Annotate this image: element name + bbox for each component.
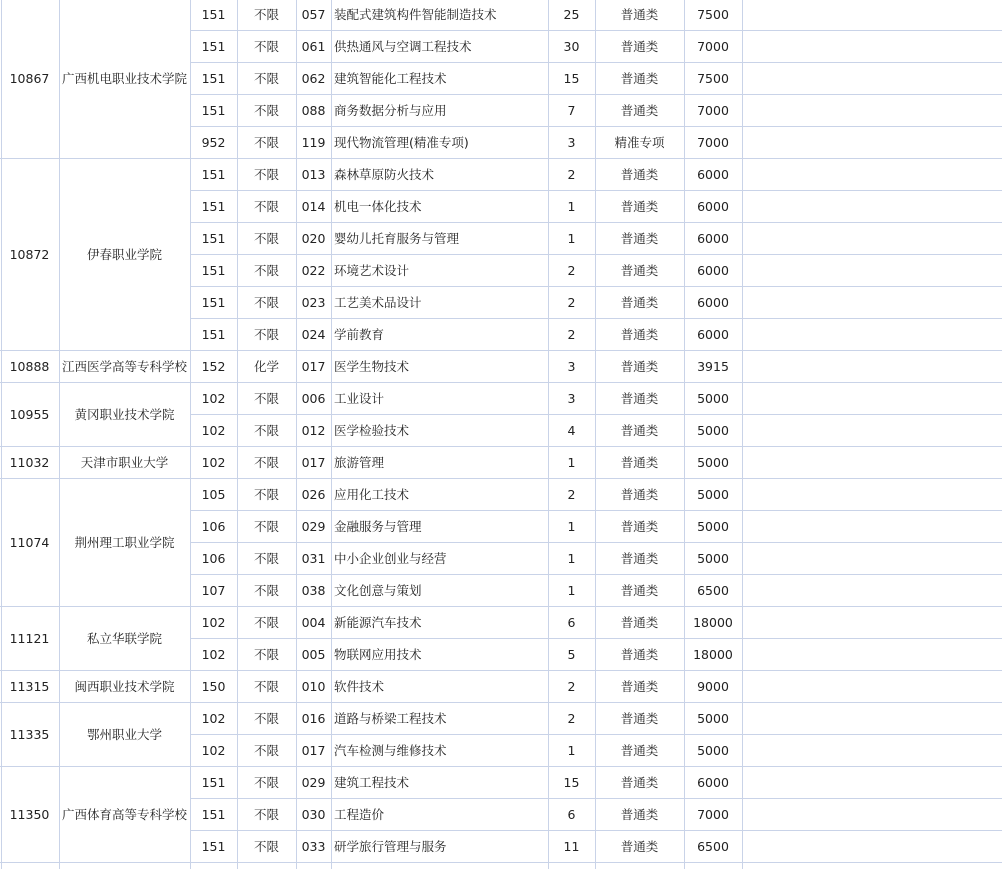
group-code-cell: 150 [201, 678, 226, 694]
major-code-cell: 038 [301, 582, 326, 598]
tuition-cell: 5000 [697, 422, 729, 438]
plan-type-cell: 普通类 [620, 487, 659, 502]
tuition-cell: 7000 [697, 806, 729, 822]
empty-cell [742, 510, 1002, 542]
major-code-cell: 006 [301, 390, 326, 406]
column-divider [296, 0, 297, 869]
plan-type-cell: 普通类 [620, 807, 659, 822]
group-code-cell: 106 [201, 518, 226, 534]
major-name-cell: 应用化工技术 [334, 487, 410, 502]
school-code-cell: 11335 [9, 726, 50, 742]
major-code-cell: 062 [301, 70, 326, 86]
empty-cell [742, 126, 1002, 158]
subject-req-cell: 不限 [253, 551, 279, 566]
group-code-cell: 151 [201, 326, 226, 342]
empty-cell [742, 190, 1002, 222]
plan-count-cell: 5 [567, 646, 576, 662]
tuition-cell: 7500 [697, 6, 729, 22]
empty-cell [742, 286, 1002, 318]
plan-type-cell: 普通类 [620, 263, 659, 278]
plan-count-cell: 2 [567, 262, 576, 278]
group-code-cell: 151 [201, 838, 226, 854]
major-code-cell: 016 [301, 710, 326, 726]
row-divider [190, 30, 1002, 31]
group-code-cell: 151 [201, 166, 226, 182]
group-code-cell: 151 [201, 102, 226, 118]
column-divider [595, 0, 596, 869]
empty-cell [742, 350, 1002, 382]
plan-count-cell: 11 [563, 838, 580, 854]
group-code-cell: 102 [201, 646, 226, 662]
empty-cell [742, 318, 1002, 350]
subject-req-cell: 不限 [253, 103, 279, 118]
major-name-cell: 旅游管理 [334, 455, 385, 470]
group-code-cell: 151 [201, 806, 226, 822]
tuition-cell: 3915 [697, 358, 729, 374]
row-divider [190, 638, 1002, 639]
school-name-cell: 广西体育高等专科学校 [61, 807, 187, 822]
row-divider [190, 542, 1002, 543]
major-name-cell: 工程造价 [334, 807, 385, 822]
plan-type-cell: 普通类 [620, 583, 659, 598]
plan-type-cell: 普通类 [620, 167, 659, 182]
plan-type-cell: 普通类 [620, 647, 659, 662]
tuition-cell: 6500 [697, 838, 729, 854]
plan-count-cell: 2 [567, 678, 576, 694]
subject-req-cell: 不限 [253, 391, 279, 406]
major-name-cell: 商务数据分析与应用 [334, 103, 447, 118]
group-code-cell: 102 [201, 742, 226, 758]
major-name-cell: 软件技术 [334, 679, 385, 694]
row-divider [0, 382, 1002, 383]
subject-req-cell: 不限 [253, 71, 279, 86]
major-code-cell: 024 [301, 326, 326, 342]
major-code-cell: 022 [301, 262, 326, 278]
major-name-cell: 学前教育 [334, 327, 385, 342]
plan-count-cell: 1 [567, 742, 576, 758]
plan-type-cell: 普通类 [620, 775, 659, 790]
empty-cell [742, 158, 1002, 190]
plan-type-cell: 普通类 [620, 455, 659, 470]
plan-count-cell: 2 [567, 710, 576, 726]
row-divider [0, 862, 1002, 863]
row-divider [190, 318, 1002, 319]
major-name-cell: 道路与桥梁工程技术 [334, 711, 447, 726]
plan-count-cell: 1 [567, 518, 576, 534]
subject-req-cell: 不限 [253, 263, 279, 278]
tuition-cell: 6000 [697, 294, 729, 310]
group-code-cell: 102 [201, 422, 226, 438]
empty-cell [742, 766, 1002, 798]
school-name-cell: 私立华联学院 [86, 631, 162, 646]
tuition-cell: 7500 [697, 70, 729, 86]
plan-type-cell: 普通类 [620, 359, 659, 374]
row-divider [190, 414, 1002, 415]
group-code-cell: 152 [201, 358, 226, 374]
plan-type-cell: 普通类 [620, 103, 659, 118]
group-code-cell: 102 [201, 710, 226, 726]
plan-count-cell: 2 [567, 294, 576, 310]
school-name-cell: 江西医学高等专科学校 [61, 359, 187, 374]
tuition-cell: 6000 [697, 774, 729, 790]
group-code-cell: 151 [201, 294, 226, 310]
plan-type-cell: 普通类 [620, 327, 659, 342]
row-divider [190, 94, 1002, 95]
tuition-cell: 5000 [697, 390, 729, 406]
row-divider [0, 606, 1002, 607]
plan-type-cell: 普通类 [620, 551, 659, 566]
major-code-cell: 033 [301, 838, 326, 854]
plan-count-cell: 3 [567, 134, 576, 150]
subject-req-cell: 不限 [253, 615, 279, 630]
major-code-cell: 031 [301, 550, 326, 566]
plan-count-cell: 6 [567, 614, 576, 630]
group-code-cell: 102 [201, 390, 226, 406]
group-code-cell: 151 [201, 6, 226, 22]
major-name-cell: 汽车检测与维修技术 [334, 743, 447, 758]
major-code-cell: 023 [301, 294, 326, 310]
group-code-cell: 107 [201, 582, 226, 598]
group-code-cell: 151 [201, 70, 226, 86]
subject-req-cell: 不限 [253, 519, 279, 534]
major-name-cell: 森林草原防火技术 [334, 167, 435, 182]
tuition-cell: 6000 [697, 262, 729, 278]
plan-count-cell: 2 [567, 326, 576, 342]
school-name-cell: 天津市职业大学 [80, 455, 169, 470]
plan-type-cell: 普通类 [620, 519, 659, 534]
plan-type-cell: 精准专项 [614, 135, 665, 150]
major-code-cell: 057 [301, 6, 326, 22]
subject-req-cell: 不限 [253, 327, 279, 342]
subject-req-cell: 不限 [253, 807, 279, 822]
major-name-cell: 婴幼儿托育服务与管理 [334, 231, 460, 246]
group-code-cell: 151 [201, 774, 226, 790]
row-divider [190, 62, 1002, 63]
column-divider [548, 0, 549, 869]
major-code-cell: 029 [301, 518, 326, 534]
major-code-cell: 026 [301, 486, 326, 502]
row-divider [190, 830, 1002, 831]
school-code-cell: 10888 [9, 358, 50, 374]
subject-req-cell: 不限 [253, 7, 279, 22]
empty-cell [742, 638, 1002, 670]
plan-type-cell: 普通类 [620, 679, 659, 694]
plan-type-cell: 普通类 [620, 839, 659, 854]
subject-req-cell: 不限 [253, 423, 279, 438]
row-divider [0, 158, 1002, 159]
major-code-cell: 017 [301, 454, 326, 470]
major-name-cell: 装配式建筑构件智能制造技术 [334, 7, 497, 22]
plan-count-cell: 6 [567, 806, 576, 822]
plan-count-cell: 25 [563, 6, 580, 22]
major-name-cell: 现代物流管理(精准专项) [334, 135, 469, 150]
plan-count-cell: 4 [567, 422, 576, 438]
tuition-cell: 7000 [697, 38, 729, 54]
tuition-cell: 6000 [697, 326, 729, 342]
school-code-cell: 11121 [9, 630, 50, 646]
subject-req-cell: 不限 [253, 199, 279, 214]
group-code-cell: 151 [201, 38, 226, 54]
school-code-cell: 11315 [9, 678, 50, 694]
plan-type-cell: 普通类 [620, 391, 659, 406]
row-divider [0, 766, 1002, 767]
plan-count-cell: 2 [567, 486, 576, 502]
major-name-cell: 机电一体化技术 [334, 199, 422, 214]
column-divider [59, 0, 60, 869]
plan-count-cell: 1 [567, 230, 576, 246]
column-divider [684, 0, 685, 869]
plan-count-cell: 1 [567, 454, 576, 470]
major-name-cell: 环境艺术设计 [334, 263, 410, 278]
subject-req-cell: 不限 [253, 775, 279, 790]
subject-req-cell: 不限 [253, 583, 279, 598]
plan-count-cell: 3 [567, 358, 576, 374]
tuition-cell: 5000 [697, 550, 729, 566]
school-code-cell: 11074 [9, 534, 50, 550]
major-name-cell: 供热通风与空调工程技术 [334, 39, 472, 54]
plan-count-cell: 15 [563, 774, 580, 790]
row-divider [190, 254, 1002, 255]
empty-cell [742, 574, 1002, 606]
major-code-cell: 017 [301, 358, 326, 374]
plan-type-cell: 普通类 [620, 295, 659, 310]
major-name-cell: 工艺美术品设计 [334, 295, 422, 310]
row-divider [190, 286, 1002, 287]
plan-count-cell: 15 [563, 70, 580, 86]
subject-req-cell: 不限 [253, 647, 279, 662]
major-name-cell: 金融服务与管理 [334, 519, 422, 534]
subject-req-cell: 不限 [253, 839, 279, 854]
tuition-cell: 18000 [693, 646, 733, 662]
row-divider [0, 350, 1002, 351]
row-divider [190, 222, 1002, 223]
tuition-cell: 6000 [697, 230, 729, 246]
empty-cell [742, 62, 1002, 94]
group-code-cell: 106 [201, 550, 226, 566]
tuition-cell: 6500 [697, 582, 729, 598]
major-code-cell: 061 [301, 38, 326, 54]
row-divider [190, 126, 1002, 127]
subject-req-cell: 不限 [253, 295, 279, 310]
tuition-cell: 9000 [697, 678, 729, 694]
row-divider [0, 670, 1002, 671]
major-name-cell: 工业设计 [334, 391, 385, 406]
empty-cell [742, 830, 1002, 862]
major-name-cell: 文化创意与策划 [334, 583, 422, 598]
group-code-cell: 102 [201, 614, 226, 630]
subject-req-cell: 不限 [253, 231, 279, 246]
empty-cell [742, 670, 1002, 702]
major-name-cell: 中小企业创业与经营 [334, 551, 447, 566]
plan-type-cell: 普通类 [620, 39, 659, 54]
row-divider [190, 574, 1002, 575]
row-divider [190, 734, 1002, 735]
subject-req-cell: 不限 [253, 743, 279, 758]
empty-cell [742, 94, 1002, 126]
school-code-cell: 11032 [9, 454, 50, 470]
empty-cell [742, 478, 1002, 510]
subject-req-cell: 不限 [253, 679, 279, 694]
tuition-cell: 5000 [697, 742, 729, 758]
column-divider [190, 0, 191, 869]
plan-count-cell: 30 [563, 38, 580, 54]
major-code-cell: 010 [301, 678, 326, 694]
major-name-cell: 建筑工程技术 [334, 775, 410, 790]
group-code-cell: 105 [201, 486, 226, 502]
subject-req-cell: 不限 [253, 487, 279, 502]
major-name-cell: 建筑智能化工程技术 [334, 71, 447, 86]
major-code-cell: 014 [301, 198, 326, 214]
plan-type-cell: 普通类 [620, 615, 659, 630]
tuition-cell: 6000 [697, 166, 729, 182]
major-code-cell: 119 [301, 134, 326, 150]
group-code-cell: 151 [201, 262, 226, 278]
school-code-cell: 10872 [9, 246, 50, 262]
major-code-cell: 020 [301, 230, 326, 246]
empty-cell [742, 446, 1002, 478]
school-name-cell: 广西机电职业技术学院 [61, 71, 187, 86]
tuition-cell: 6000 [697, 198, 729, 214]
plan-count-cell: 7 [567, 102, 576, 118]
plan-type-cell: 普通类 [620, 423, 659, 438]
row-divider [190, 510, 1002, 511]
plan-count-cell: 1 [567, 582, 576, 598]
empty-cell [742, 222, 1002, 254]
tuition-cell: 5000 [697, 710, 729, 726]
group-code-cell: 151 [201, 198, 226, 214]
empty-cell [742, 414, 1002, 446]
subject-req-cell: 不限 [253, 711, 279, 726]
subject-req-cell: 化学 [253, 359, 279, 374]
school-name-cell: 黄冈职业技术学院 [74, 407, 175, 422]
tuition-cell: 5000 [697, 518, 729, 534]
empty-cell [742, 734, 1002, 766]
tuition-cell: 5000 [697, 486, 729, 502]
subject-req-cell: 不限 [253, 39, 279, 54]
school-code-cell: 10867 [9, 70, 50, 86]
tuition-cell: 18000 [693, 614, 733, 630]
school-code-cell: 11350 [9, 806, 50, 822]
major-code-cell: 013 [301, 166, 326, 182]
row-divider [0, 446, 1002, 447]
major-code-cell: 017 [301, 742, 326, 758]
empty-cell [742, 0, 1002, 30]
school-name-cell: 鄂州职业大学 [86, 727, 162, 742]
row-divider [0, 478, 1002, 479]
plan-type-cell: 普通类 [620, 7, 659, 22]
group-code-cell: 102 [201, 454, 226, 470]
row-divider [0, 702, 1002, 703]
major-name-cell: 研学旅行管理与服务 [334, 839, 447, 854]
major-code-cell: 029 [301, 774, 326, 790]
plan-type-cell: 普通类 [620, 231, 659, 246]
school-name-cell: 伊春职业学院 [86, 247, 162, 262]
plan-count-cell: 1 [567, 198, 576, 214]
row-divider [190, 190, 1002, 191]
empty-cell [742, 254, 1002, 286]
plan-type-cell: 普通类 [620, 743, 659, 758]
plan-type-cell: 普通类 [620, 71, 659, 86]
plan-type-cell: 普通类 [620, 199, 659, 214]
major-code-cell: 088 [301, 102, 326, 118]
empty-cell [742, 606, 1002, 638]
empty-cell [742, 798, 1002, 830]
school-code-cell: 10955 [9, 406, 50, 422]
tuition-cell: 5000 [697, 454, 729, 470]
column-divider [742, 0, 743, 869]
major-code-cell: 012 [301, 422, 326, 438]
empty-cell [742, 382, 1002, 414]
major-name-cell: 物联网应用技术 [334, 647, 422, 662]
subject-req-cell: 不限 [253, 135, 279, 150]
column-divider [331, 0, 332, 869]
school-name-cell: 荆州理工职业学院 [74, 535, 175, 550]
column-divider [237, 0, 238, 869]
empty-cell [742, 702, 1002, 734]
school-name-cell: 闽西职业技术学院 [74, 679, 175, 694]
subject-req-cell: 不限 [253, 455, 279, 470]
plan-count-cell: 2 [567, 166, 576, 182]
empty-cell [742, 542, 1002, 574]
group-code-cell: 952 [201, 134, 226, 150]
tuition-cell: 7000 [697, 102, 729, 118]
column-divider [1, 0, 2, 869]
major-code-cell: 030 [301, 806, 326, 822]
major-name-cell: 新能源汽车技术 [334, 615, 422, 630]
major-code-cell: 004 [301, 614, 326, 630]
row-divider [190, 798, 1002, 799]
plan-type-cell: 普通类 [620, 711, 659, 726]
tuition-cell: 7000 [697, 134, 729, 150]
plan-count-cell: 3 [567, 390, 576, 406]
major-name-cell: 医学检验技术 [334, 423, 410, 438]
major-name-cell: 医学生物技术 [334, 359, 410, 374]
plan-count-cell: 1 [567, 550, 576, 566]
major-code-cell: 005 [301, 646, 326, 662]
empty-cell [742, 30, 1002, 62]
group-code-cell: 151 [201, 230, 226, 246]
subject-req-cell: 不限 [253, 167, 279, 182]
